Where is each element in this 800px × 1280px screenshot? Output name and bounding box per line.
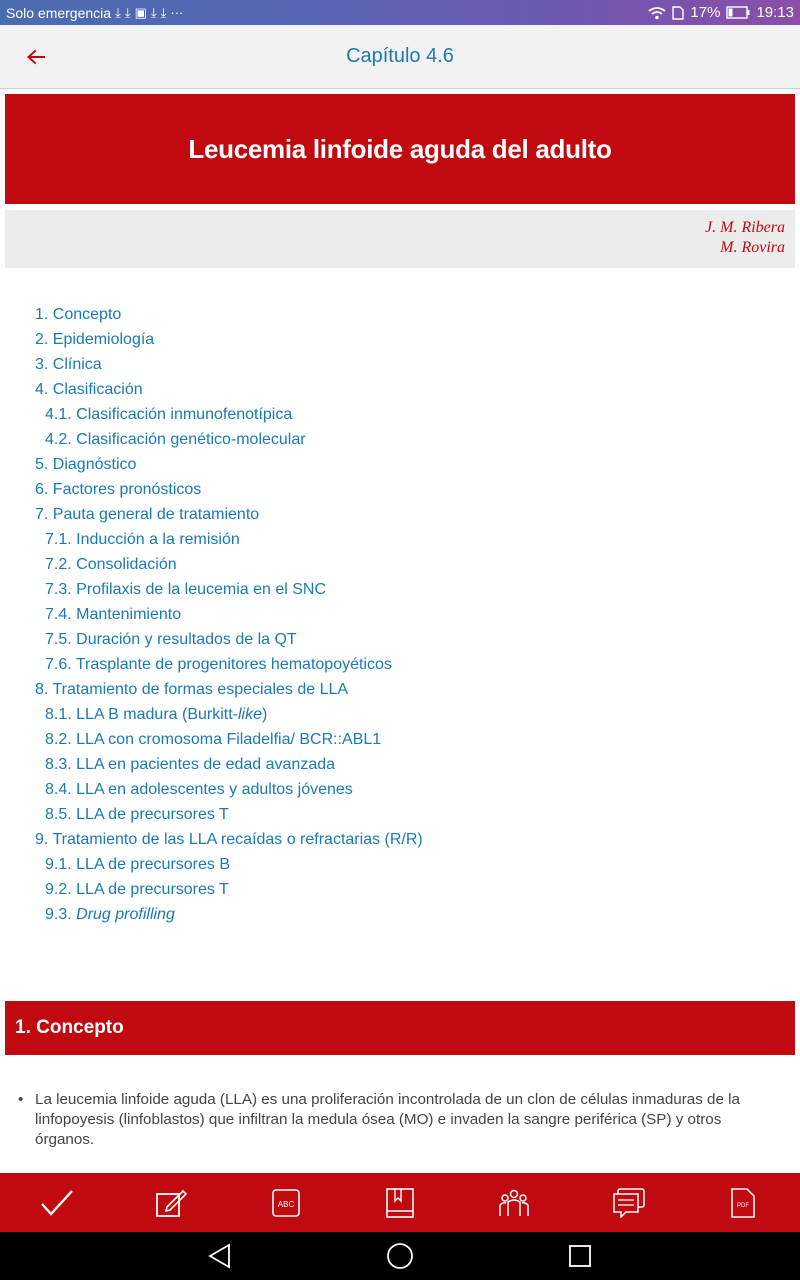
toc-number: 7.6. bbox=[45, 656, 72, 673]
toc-label: Factores pronósticos bbox=[52, 481, 202, 498]
toc-link[interactable] bbox=[35, 904, 775, 929]
toc-number: 7.5. bbox=[45, 631, 72, 648]
mark-read-button[interactable] bbox=[0, 1173, 114, 1232]
pdf-icon bbox=[731, 1188, 755, 1218]
system-nav-bar bbox=[0, 1232, 800, 1280]
author: J. M. Ribera bbox=[705, 219, 785, 236]
comments-button[interactable] bbox=[571, 1173, 685, 1232]
toc-number: 4.2. bbox=[45, 431, 72, 448]
toc-label: Duración y resultados de la QT bbox=[76, 631, 297, 648]
toc-link[interactable] bbox=[35, 304, 775, 329]
abc-icon bbox=[272, 1189, 300, 1217]
notes-button[interactable] bbox=[114, 1173, 228, 1232]
toc-label: LLA de precursores T bbox=[76, 806, 229, 823]
toc-label: Concepto bbox=[52, 306, 122, 323]
toc-link[interactable] bbox=[35, 479, 775, 504]
chapter-content[interactable] bbox=[0, 90, 800, 1173]
toc-label: Pauta general de tratamiento bbox=[52, 506, 260, 523]
toc-label: Trasplante de progenitores hematopoyéticos bbox=[75, 656, 392, 673]
toc-label: LLA en pacientes de edad avanzada bbox=[76, 756, 336, 773]
app-title: Capítulo 4.6 bbox=[346, 45, 454, 67]
download-icon: ⤓ bbox=[160, 4, 167, 20]
toc-number: 3. bbox=[35, 356, 49, 373]
toc-label: LLA de precursores B bbox=[76, 856, 231, 873]
battery-percent: 17% bbox=[690, 4, 721, 21]
toc-link[interactable] bbox=[35, 454, 775, 479]
author: M. Rovira bbox=[720, 239, 785, 256]
toc-number: 8.1. bbox=[45, 706, 72, 723]
status-right bbox=[648, 4, 794, 21]
comments-icon bbox=[612, 1188, 646, 1218]
toc-link[interactable] bbox=[35, 879, 775, 904]
toc-label-italic: like bbox=[237, 706, 262, 723]
toc-label: LLA en adolescentes y adultos jóvenes bbox=[76, 781, 353, 798]
toc-link[interactable] bbox=[35, 604, 775, 629]
toc-number: 8.4. bbox=[45, 781, 72, 798]
toc-number: 9.1. bbox=[45, 856, 72, 873]
glossary-button[interactable] bbox=[229, 1173, 343, 1232]
toc-number: 4.1. bbox=[45, 406, 72, 423]
toc-label: LLA B madura (Burkitt- bbox=[76, 706, 238, 723]
status-bar bbox=[0, 0, 800, 25]
toc-number: 8.5. bbox=[45, 806, 72, 823]
toc-label: Diagnóstico bbox=[52, 456, 137, 473]
bookmark-icon bbox=[386, 1188, 414, 1218]
nav-home-button[interactable] bbox=[385, 1241, 415, 1271]
group-icon bbox=[498, 1188, 530, 1218]
toc-label: Inducción a la remisión bbox=[76, 531, 240, 548]
toc-number: 8.2. bbox=[45, 731, 72, 748]
svg-text:ABC: ABC bbox=[277, 1199, 294, 1209]
toc-label: Clasificación genético-molecular bbox=[76, 431, 306, 448]
square-recents-icon bbox=[568, 1244, 592, 1268]
toc-link[interactable] bbox=[35, 704, 775, 729]
toc-label: Mantenimiento bbox=[76, 606, 182, 623]
edit-icon bbox=[155, 1188, 187, 1218]
toc-number: 8.3. bbox=[45, 756, 72, 773]
authors-button[interactable] bbox=[457, 1173, 571, 1232]
toc-label: Tratamiento de las LLA recaídas o refractarias (R/R) bbox=[52, 831, 423, 848]
toc-link[interactable] bbox=[35, 754, 775, 779]
bullet: • bbox=[18, 1091, 24, 1108]
toc-number: 7.2. bbox=[45, 556, 72, 573]
toc-number: 4. bbox=[35, 381, 49, 398]
toc-label: LLA con cromosoma Filadelfia/ BCR::ABL1 bbox=[76, 731, 382, 748]
toc-label: Clasificación bbox=[52, 381, 143, 398]
section-header: 1. Concepto bbox=[5, 1001, 795, 1055]
toc-number: 8. bbox=[35, 681, 49, 698]
toc-number: 7.4. bbox=[45, 606, 72, 623]
toc-link[interactable] bbox=[35, 729, 775, 754]
toc-number: 9.2. bbox=[45, 881, 72, 898]
toc-link[interactable] bbox=[35, 504, 775, 529]
toc-link[interactable] bbox=[35, 379, 775, 404]
toc-number: 7.3. bbox=[45, 581, 72, 598]
toc-link[interactable] bbox=[35, 654, 775, 679]
toc-number: 9.3. bbox=[45, 906, 72, 923]
triangle-back-icon bbox=[208, 1243, 232, 1269]
toc-number: 9. bbox=[35, 831, 49, 848]
toc-label-italic: Drug profilling bbox=[76, 906, 175, 923]
toc-link[interactable] bbox=[35, 579, 775, 604]
download-icon: ⤓ bbox=[115, 4, 121, 20]
download-icon: ⤓ bbox=[150, 4, 157, 20]
toc-label: Clasificación inmunofenotípica bbox=[76, 406, 293, 423]
toc-link[interactable] bbox=[35, 854, 775, 879]
toc-link[interactable] bbox=[35, 679, 775, 704]
toc-label: Clínica bbox=[52, 356, 102, 373]
toc-label: Consolidación bbox=[76, 556, 177, 573]
toc-label: Tratamiento de formas especiales de LLA bbox=[52, 681, 349, 698]
svg-text:PDF: PDF bbox=[736, 1202, 749, 1209]
toc-link[interactable] bbox=[35, 529, 775, 554]
toc-link[interactable] bbox=[35, 404, 775, 429]
toc-number: 7.1. bbox=[45, 531, 72, 548]
toc-link[interactable] bbox=[35, 554, 775, 579]
clock: 19:13 bbox=[756, 4, 794, 21]
toc-label-suffix: ) bbox=[262, 706, 268, 723]
toc-label: Epidemiología bbox=[52, 331, 155, 348]
authors-box bbox=[5, 210, 795, 268]
check-icon bbox=[40, 1189, 74, 1217]
bookmark-button[interactable] bbox=[343, 1173, 457, 1232]
paragraph bbox=[18, 1090, 763, 1150]
download-icon: ⤓ bbox=[124, 4, 131, 20]
pdf-button[interactable] bbox=[686, 1173, 800, 1232]
toc-number: 5. bbox=[35, 456, 49, 473]
circle-home-icon bbox=[386, 1242, 414, 1270]
bottom-toolbar bbox=[0, 1173, 800, 1232]
toc-label: Profilaxis de la leucemia en el SNC bbox=[76, 581, 327, 598]
sim-icon bbox=[672, 6, 684, 20]
toc-link[interactable] bbox=[35, 804, 775, 829]
carrier-label: Solo emergencia bbox=[6, 4, 112, 21]
nav-back-button[interactable] bbox=[205, 1241, 235, 1271]
more-icon: ··· bbox=[170, 5, 184, 20]
chapter-title: Leucemia linfoide aguda del adulto bbox=[5, 94, 795, 204]
paragraph-text: La leucemia linfoide aguda (LLA) es una proliferación incontrolada de un clon de células inmaduras de la linfopoyesis (linfoblastos) que infiltran la medula ósea (MO) e invaden la sangre periférica (SP) y otros órganos. bbox=[35, 1091, 740, 1148]
toc-link[interactable] bbox=[35, 354, 775, 379]
status-left bbox=[6, 5, 183, 21]
toc-number: 1. bbox=[35, 306, 49, 323]
toc-label: LLA de precursores T bbox=[76, 881, 229, 898]
battery-icon bbox=[726, 6, 750, 19]
toc-link[interactable] bbox=[35, 829, 775, 854]
wifi-icon bbox=[648, 6, 666, 20]
toc-number: 2. bbox=[35, 331, 49, 348]
toc-link[interactable] bbox=[35, 629, 775, 654]
toc-link[interactable] bbox=[35, 429, 775, 454]
toc-number: 7. bbox=[35, 506, 49, 523]
app-bar bbox=[0, 25, 800, 89]
table-of-contents bbox=[35, 304, 775, 929]
toc-number: 6. bbox=[35, 481, 49, 498]
image-icon: ▣ bbox=[134, 4, 147, 20]
toc-link[interactable] bbox=[35, 779, 775, 804]
nav-recents-button[interactable] bbox=[565, 1241, 595, 1271]
toc-link[interactable] bbox=[35, 329, 775, 354]
